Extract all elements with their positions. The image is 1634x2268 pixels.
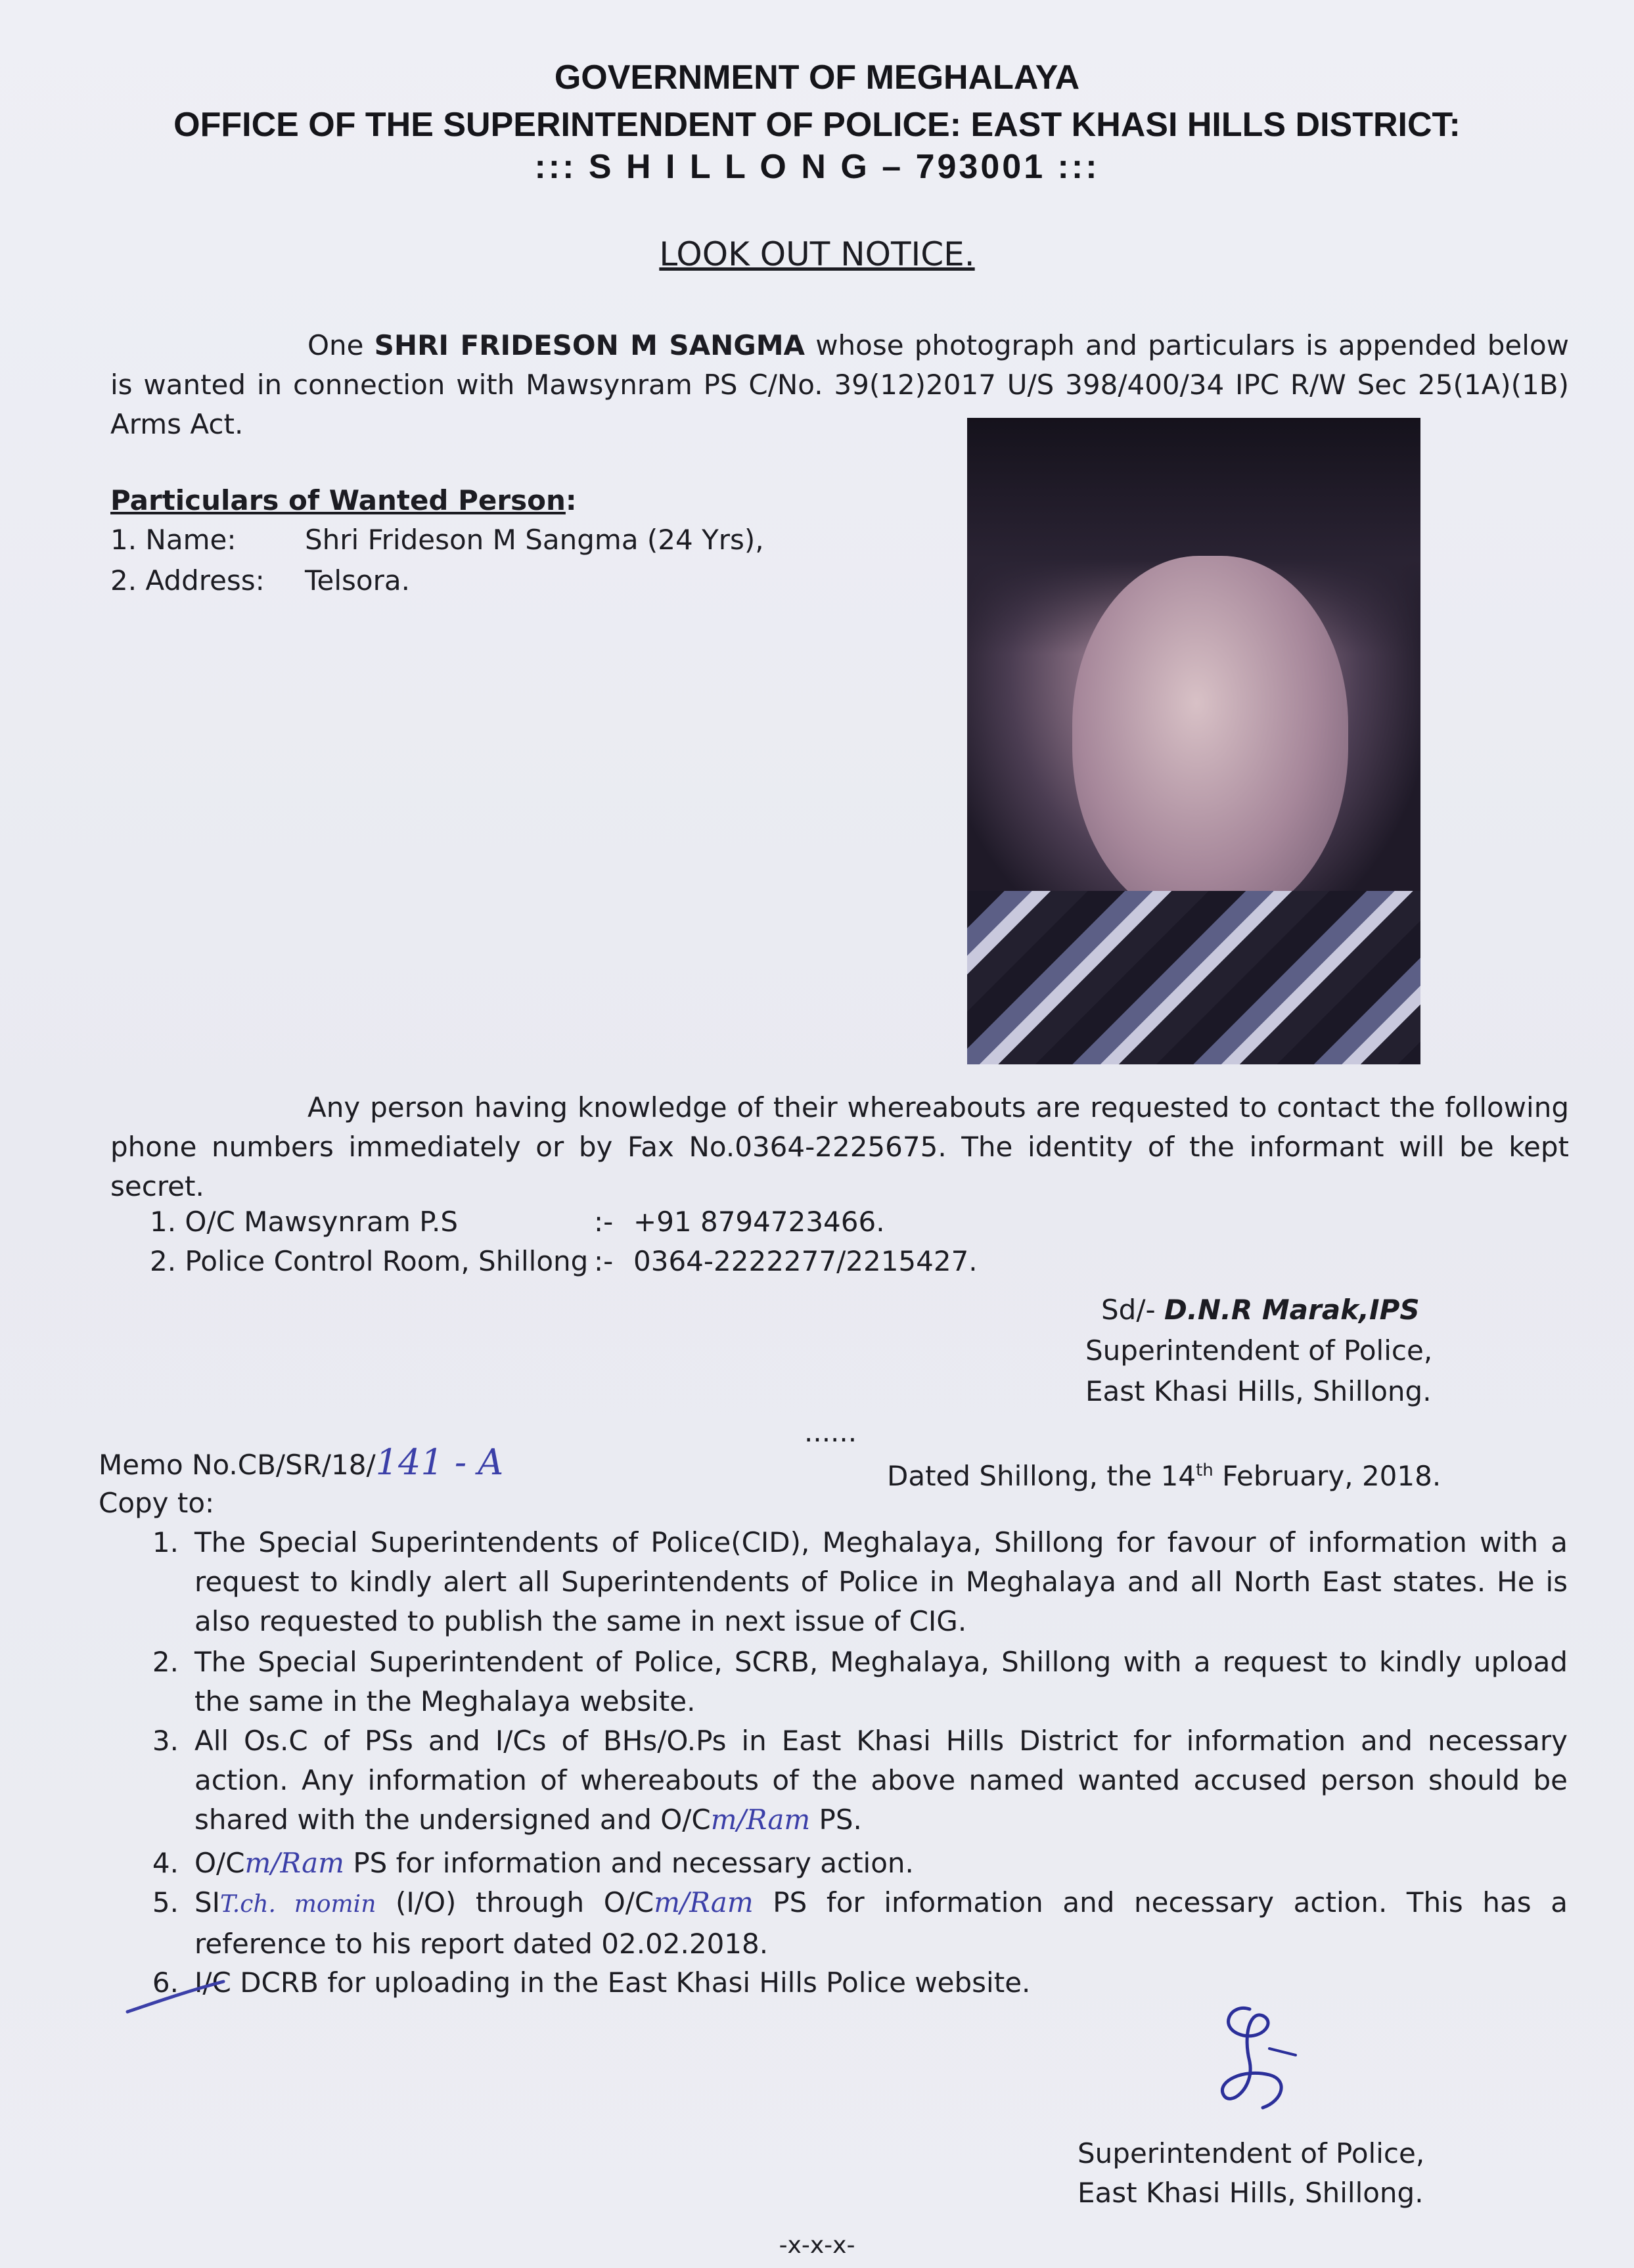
copy-item-4-text: O/C [194, 1847, 245, 1879]
copy-item-3 [194, 1721, 1568, 1840]
copy-item-5-handwritten: m/Ram [654, 1886, 754, 1918]
header-government: GOVERNMENT OF MEGHALAYA [554, 58, 1080, 97]
copy-item-3-number: 3. [152, 1725, 179, 1757]
copy-item-5 [194, 1883, 1568, 1964]
header-city: ::: S H I L L O N G – 793001 ::: [534, 148, 1100, 186]
copy-item-6-number: 6. [152, 1966, 179, 1999]
handwritten-tick-mark [125, 1978, 237, 2017]
memo-handwritten-number: 141 - A [375, 1441, 504, 1483]
copy-item-2: The Special Superintendent of Police, SCRB, Meghalaya, Shillong with a request to kindly upload the same in the Meghalaya website. [194, 1646, 1568, 1717]
closing-place: East Khasi Hills, Shillong. [1078, 2177, 1424, 2209]
copy-to-label: Copy to: [99, 1487, 215, 1519]
copy-item-2-number: 2. [152, 1646, 179, 1678]
particulars-colon: : [565, 484, 577, 516]
copy-item-4-number: 4. [152, 1847, 179, 1879]
handwritten-signature [1204, 1996, 1309, 2121]
particulars-heading-text: Particulars of Wanted Person [110, 484, 566, 516]
contact-number-1: +91 8794723466. [633, 1206, 885, 1238]
contact-number-2: 0364-2222277/2215427. [633, 1245, 978, 1277]
copy-item-6: I/C DCRB for uploading in the East Khasi Hills Police website. [194, 1966, 1031, 1999]
copy-item-3-text: All Os.C of PSs and I/Cs of BHs/O.Ps in East Khasi Hills District for information and necessary action. Any information of whereabouts of the above named wanted accused person should be shared with the undersigned and O/C [194, 1725, 1568, 1836]
address-label: 2. Address: [110, 564, 265, 597]
appeal-text: Any person having knowledge of their whereabouts are requested to contact the following phone numbers immediately or by Fax No.0364-2225675. The identity of the informant will be kept secret. [110, 1091, 1569, 1202]
intro-text: whose photograph and particulars is appended below is wanted in connection with Mawsynram PS C/No. 39(12)2017 U/S 398/400/34 IPC R/W Sec 25(1A)(1B) Arms Act. [110, 329, 1569, 440]
copy-item-5-text: SI [194, 1886, 221, 1918]
copy-item-1: The Special Superintendents of Police(CID), Meghalaya, Shillong for favour of information with a request to kindly alert all Superintendents of Police in Meghalaya and all North East states. He is also requested to publish the same in next issue of CIG. [194, 1526, 1568, 1637]
photo-face [1072, 556, 1348, 924]
copy-item-5-handwritten-name: T.ch. momin [220, 1891, 376, 1918]
separator-dots: ...... [804, 1416, 857, 1448]
memo-number-text: Memo No.CB/SR/18/ [99, 1449, 376, 1481]
copy-item-3-handwritten: m/Ram [710, 1803, 811, 1836]
notice-title: LOOK OUT NOTICE. [659, 235, 975, 273]
signatory-name: D.N.R Marak,IPS [1164, 1294, 1420, 1326]
memo-number [99, 1443, 503, 1485]
signatory-designation: Superintendent of Police, [1085, 1334, 1433, 1367]
copy-item-3-tail: PS. [810, 1803, 862, 1836]
copy-item-1-number: 1. [152, 1526, 179, 1558]
copy-item-4 [194, 1844, 1568, 1883]
end-mark: -x-x-x- [779, 2232, 855, 2259]
wanted-person-photo [967, 418, 1420, 1064]
contact-label-2: 2. Police Control Room, Shillong [150, 1245, 589, 1277]
contact-sep-2: :- [594, 1245, 614, 1277]
contact-label-1: 1. O/C Mawsynram P.S [150, 1206, 459, 1238]
memo-date-prefix: Dated Shillong, the 14 [887, 1460, 1196, 1492]
copy-item-5-tail: PS for information and necessary action. This has a reference to his report dated 02.02.2018. [194, 1886, 1568, 1960]
particulars-heading [110, 481, 577, 520]
memo-date-sup: th [1196, 1461, 1214, 1480]
contact-sep-1: :- [594, 1206, 614, 1238]
copy-item-5-number: 5. [152, 1886, 179, 1918]
appeal-paragraph [110, 1088, 1569, 1206]
wanted-person-name: SHRI FRIDESON M SANGMA [374, 329, 806, 361]
closing-designation: Superintendent of Police, [1078, 2137, 1425, 2169]
header-office: OFFICE OF THE SUPERINTENDENT OF POLICE: EAST KHASI HILLS DISTRICT: [173, 106, 1461, 144]
copy-item-4-tail: PS for information and necessary action. [344, 1847, 914, 1879]
signatory-place: East Khasi Hills, Shillong. [1085, 1375, 1432, 1407]
name-value: Shri Frideson M Sangma (24 Yrs), [305, 524, 764, 556]
memo-date [887, 1451, 1441, 1496]
copy-item-5-middle: (I/O) through O/C [376, 1886, 654, 1918]
photo-scarf [967, 891, 1420, 1064]
copy-item-4-handwritten: m/Ram [244, 1847, 344, 1879]
intro-prefix: One [307, 329, 364, 361]
address-value: Telsora. [305, 564, 410, 597]
sd-prefix: Sd/- [1101, 1294, 1156, 1326]
signatory-line [1101, 1290, 1420, 1330]
name-label: 1. Name: [110, 524, 237, 556]
memo-date-suffix: February, 2018. [1213, 1460, 1441, 1492]
